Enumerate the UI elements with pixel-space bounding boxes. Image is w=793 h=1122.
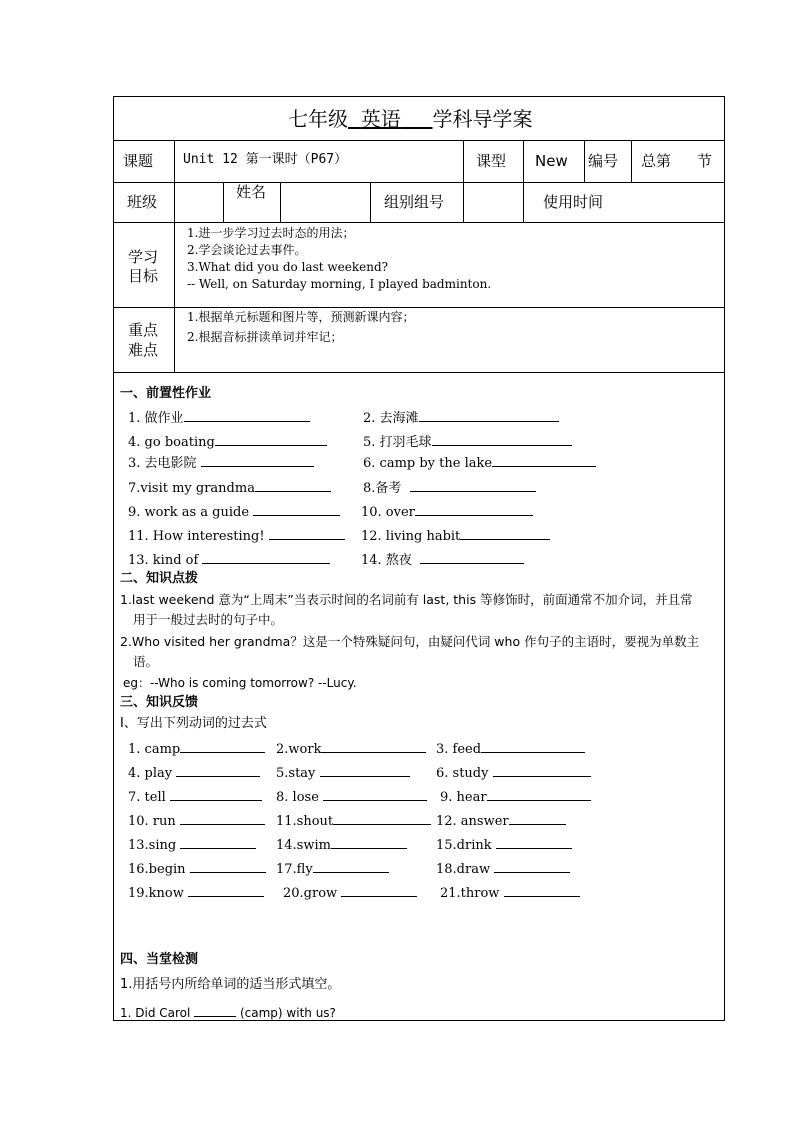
class-label: 班级 bbox=[127, 193, 158, 211]
prep-item: 14. 熬夜 bbox=[361, 551, 524, 569]
prep-item: 1. 做作业 bbox=[128, 409, 310, 427]
page-title: 七年级 英语 学科导学案 bbox=[288, 107, 533, 131]
tip-paragraph: 2.Who visited her grandma？这是一个特殊疑问句，由疑问代词 who 作句子的主语时，要视为单数主 bbox=[120, 634, 700, 649]
verb-item: 16.begin bbox=[128, 860, 266, 878]
type-label: 课型 bbox=[476, 152, 507, 170]
row-divider bbox=[114, 222, 724, 223]
goal-line: -- Well, on Saturday morning, I played badminton. bbox=[187, 277, 492, 291]
exercise-question: 1. Did Carol (camp) with us? bbox=[120, 1006, 336, 1020]
goal-line: 2.学会谈论过去事件。 bbox=[187, 243, 307, 257]
keypoint-line: 1.根据单元标题和图片等，预测新课内容； bbox=[187, 310, 415, 324]
verb-item: 13.sing bbox=[128, 836, 256, 854]
column-divider bbox=[223, 182, 224, 222]
column-divider bbox=[584, 140, 585, 182]
verb-item: 4. play bbox=[128, 764, 260, 782]
tip-paragraph: 语。 bbox=[133, 654, 159, 669]
prep-item: 9. work as a guide bbox=[128, 503, 340, 521]
row-divider bbox=[114, 140, 724, 141]
prep-item: 2. 去海滩 bbox=[363, 409, 559, 427]
number-label: 编号 bbox=[588, 152, 619, 170]
verb-item: 7. tell bbox=[128, 788, 262, 806]
row-divider bbox=[114, 182, 724, 183]
verb-item: 2.work bbox=[276, 740, 426, 758]
tip-paragraph: 1.last weekend 意为“上周末”当表示时间的名词前有 last, this 等修饰时，前面通常不加介词，并且常 bbox=[120, 592, 693, 607]
verb-item: 21.throw bbox=[440, 884, 580, 902]
topic-label: 课题 bbox=[123, 152, 154, 170]
section-label: 节 bbox=[697, 152, 713, 170]
keypoints-label-1: 重点 bbox=[128, 321, 159, 339]
example-sentence: eg：--Who is coming tomorrow? --Lucy. bbox=[123, 676, 357, 690]
verb-item: 20.grow bbox=[283, 884, 417, 902]
tip-paragraph: 用于一般过去时的句子中。 bbox=[133, 612, 284, 627]
verb-item: 14.swim bbox=[276, 836, 407, 854]
verb-item: 12. answer bbox=[436, 812, 566, 830]
prep-item: 6. camp by the lake bbox=[363, 454, 596, 472]
section3-heading: 三、知识反馈 bbox=[120, 695, 199, 710]
type-value: New bbox=[535, 152, 568, 170]
row-divider bbox=[114, 372, 724, 373]
group-label: 组别组号 bbox=[384, 193, 445, 211]
column-divider bbox=[370, 182, 371, 222]
row-divider bbox=[114, 307, 724, 308]
verb-item: 9. hear bbox=[440, 788, 591, 806]
column-divider bbox=[174, 140, 175, 372]
verb-item: 3. feed bbox=[436, 740, 585, 758]
verb-item: 1. camp bbox=[128, 740, 265, 758]
prep-item: 10. over bbox=[361, 503, 533, 521]
prep-item: 8.备考 bbox=[363, 479, 536, 497]
keypoints-label-2: 难点 bbox=[128, 341, 159, 359]
verb-item: 10. run bbox=[128, 812, 265, 830]
column-divider bbox=[463, 140, 464, 222]
prep-item: 3. 去电影院 bbox=[128, 454, 314, 472]
verb-item: 19.know bbox=[128, 884, 264, 902]
total-label: 总第 bbox=[641, 152, 672, 170]
section2-heading: 二、知识点拨 bbox=[120, 571, 199, 586]
goals-label-1: 学习 bbox=[128, 248, 159, 266]
prep-item: 4. go boating bbox=[128, 433, 327, 451]
prep-item: 13. kind of bbox=[128, 551, 330, 569]
column-divider bbox=[523, 140, 524, 222]
verb-item: 17.fly bbox=[276, 860, 389, 878]
keypoint-line: 2.根据音标拼读单词并牢记； bbox=[187, 330, 343, 344]
section4-heading: 四、当堂检测 bbox=[120, 952, 199, 967]
column-divider bbox=[631, 140, 632, 182]
section1-heading: 一、前置性作业 bbox=[120, 386, 212, 401]
verb-item: 18.draw bbox=[436, 860, 570, 878]
verb-item: 15.drink bbox=[436, 836, 572, 854]
section3-subheading: I、写出下列动词的过去式 bbox=[120, 716, 267, 731]
prep-item: 11. How interesting! bbox=[128, 527, 345, 545]
name-label: 姓名 bbox=[236, 183, 267, 201]
time-label: 使用时间 bbox=[543, 193, 604, 211]
worksheet-table bbox=[113, 96, 725, 1021]
prep-item: 7.visit my grandma bbox=[128, 479, 331, 497]
verb-item: 8. lose bbox=[276, 788, 427, 806]
section4-instruction: 1.用括号内所给单词的适当形式填空。 bbox=[120, 977, 341, 992]
verb-item: 5.stay bbox=[276, 764, 410, 782]
topic-value: Unit 12 第一课时（P67） bbox=[183, 152, 348, 167]
goal-line: 1.进一步学习过去时态的用法； bbox=[187, 226, 355, 240]
goals-label-2: 目标 bbox=[128, 267, 159, 285]
prep-item: 5. 打羽毛球 bbox=[363, 433, 572, 451]
goal-line: 3.What did you do last weekend? bbox=[187, 260, 389, 274]
verb-item: 11.shout bbox=[276, 812, 431, 830]
prep-item: 12. living habit bbox=[361, 527, 550, 545]
verb-item: 6. study bbox=[436, 764, 591, 782]
column-divider bbox=[280, 182, 281, 222]
